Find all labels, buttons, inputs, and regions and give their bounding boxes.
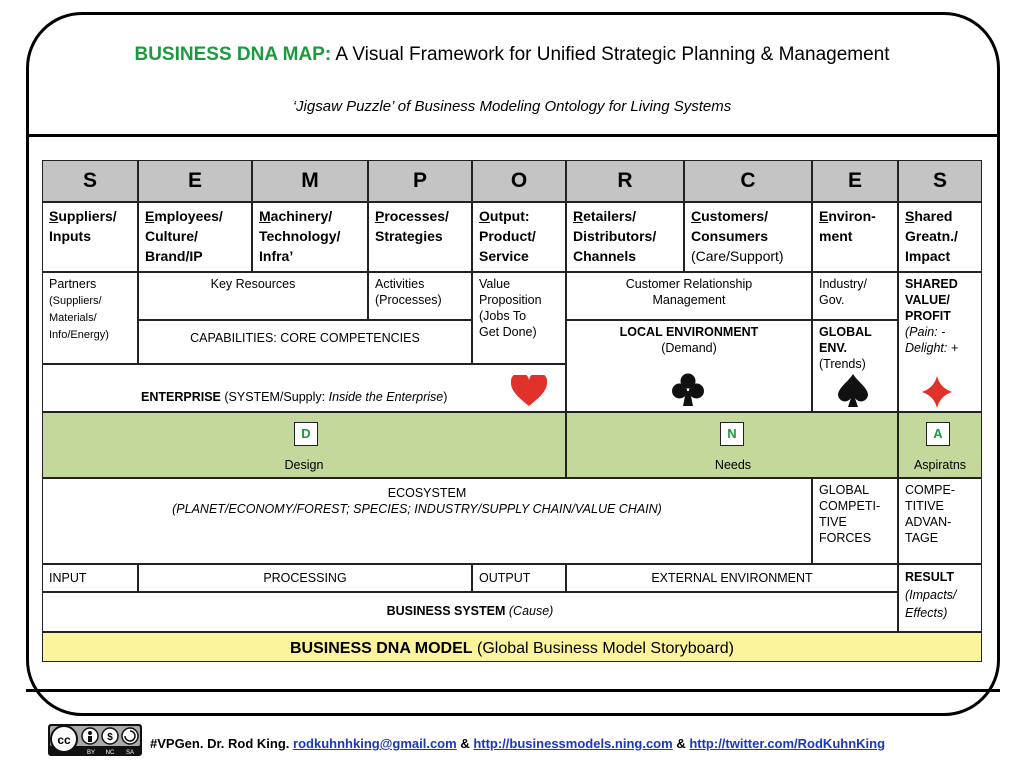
component-retailers: Retailers/ Distributors/ Channels [566,202,684,272]
business-system-cell: BUSINESS SYSTEM (Cause) [42,592,898,632]
header-o: O [472,160,566,202]
competitive-advantage-cell: COMPE- TITIVE ADVAN- TAGE [898,478,982,564]
result-cell: RESULT (Impacts/ Effects) [898,564,982,632]
page-subtitle: ‘Jigsaw Puzzle’ of Business Modeling Ontology for Living Systems [292,98,732,115]
header-e1: E [138,160,252,202]
badge-a: A [926,422,950,446]
svg-text:SA: SA [125,750,135,756]
heart-icon [511,375,547,407]
component-shared: Shared Greatn./ Impact [898,202,982,272]
creative-commons-badge-icon [48,724,142,756]
svg-text:$: $ [107,732,113,743]
global-competitive-forces-cell: GLOBAL COMPETI- TIVE FORCES [812,478,898,564]
enterprise-cell: ENTERPRISE (SYSTEM/Supply: Inside the Enterprise) [42,364,566,412]
header-e2: E [812,160,898,202]
header-p: P [368,160,472,202]
component-processes: Processes/ Strategies [368,202,472,272]
ecosystem-cell: ECOSYSTEM (PLANET/ECONOMY/FOREST; SPECIES; INDUSTRY/SUPPLY CHAIN/VALUE CHAIN) [42,478,812,564]
input-cell: INPUT [42,564,138,592]
svg-text:NC: NC [105,750,115,756]
business-dna-model-band: BUSINESS DNA MODEL (Global Business Model Storyboard) [42,632,982,662]
header-s2: S [898,160,982,202]
footer-divider [26,689,1000,692]
output-cell: OUTPUT [472,564,566,592]
component-environment: Environ- ment [812,202,898,272]
header-r: R [566,160,684,202]
website-link[interactable]: http://businessmodels.ning.com [473,736,673,751]
partners-cell: Partners (Suppliers/ Materials/ Info/Energy) [42,272,138,364]
component-employees: Employees/ Culture/ Brand/IP [138,202,252,272]
footer-credits: #VPGen. Dr. Rod King. rodkuhnhking@gmail.com & http://businessmodels.ning.com & http://twitter.com/RodKuhnKing [150,736,886,751]
badge-d: D [294,422,318,446]
club-icon [672,373,704,407]
design-band: Design [42,412,566,478]
badge-n: N [720,422,744,446]
component-suppliers: Suppliers/ Inputs [42,202,138,272]
title-divider [26,134,1000,137]
value-proposition-cell: Value Proposition (Jobs To Get Done) [472,272,566,364]
key-resources-cell: Key Resources [138,272,368,320]
activities-cell: Activities (Processes) [368,272,472,320]
component-customers: Customers/ Consumers (Care/Support) [684,202,812,272]
local-environment-cell: LOCAL ENVIRONMENT (Demand) [566,320,812,412]
external-environment-cell: EXTERNAL ENVIRONMENT [566,564,898,592]
header-c: C [684,160,812,202]
processing-cell: PROCESSING [138,564,472,592]
email-link[interactable]: rodkuhnhking@gmail.com [293,736,457,751]
svg-text:BY: BY [86,750,96,756]
shared-value-cell: SHARED VALUE/ PROFIT (Pain: - Delight: + [898,272,982,412]
page-title: BUSINESS DNA MAP: A Visual Framework for Unified Strategic Planning & Management [134,44,890,65]
component-machinery: Machinery/ Technology/ Infra’ [252,202,368,272]
svg-text:cc: cc [57,733,71,747]
capabilities-cell: CAPABILITIES: CORE COMPETENCIES [138,320,472,364]
industry-gov-cell: Industry/ Gov. [812,272,898,320]
component-output: Output: Product/ Service [472,202,566,272]
needs-band: Needs [566,412,898,478]
aspirations-band: Aspiratns [898,412,982,478]
diamond-icon [922,376,952,408]
twitter-link[interactable]: http://twitter.com/RodKuhnKing [689,736,886,751]
spade-icon [838,374,868,408]
dna-map-grid [42,160,982,662]
global-env-cell: GLOBAL ENV. (Trends) [812,320,898,412]
header-s1: S [42,160,138,202]
crm-cell: Customer Relationship Management [566,272,812,320]
header-m: M [252,160,368,202]
